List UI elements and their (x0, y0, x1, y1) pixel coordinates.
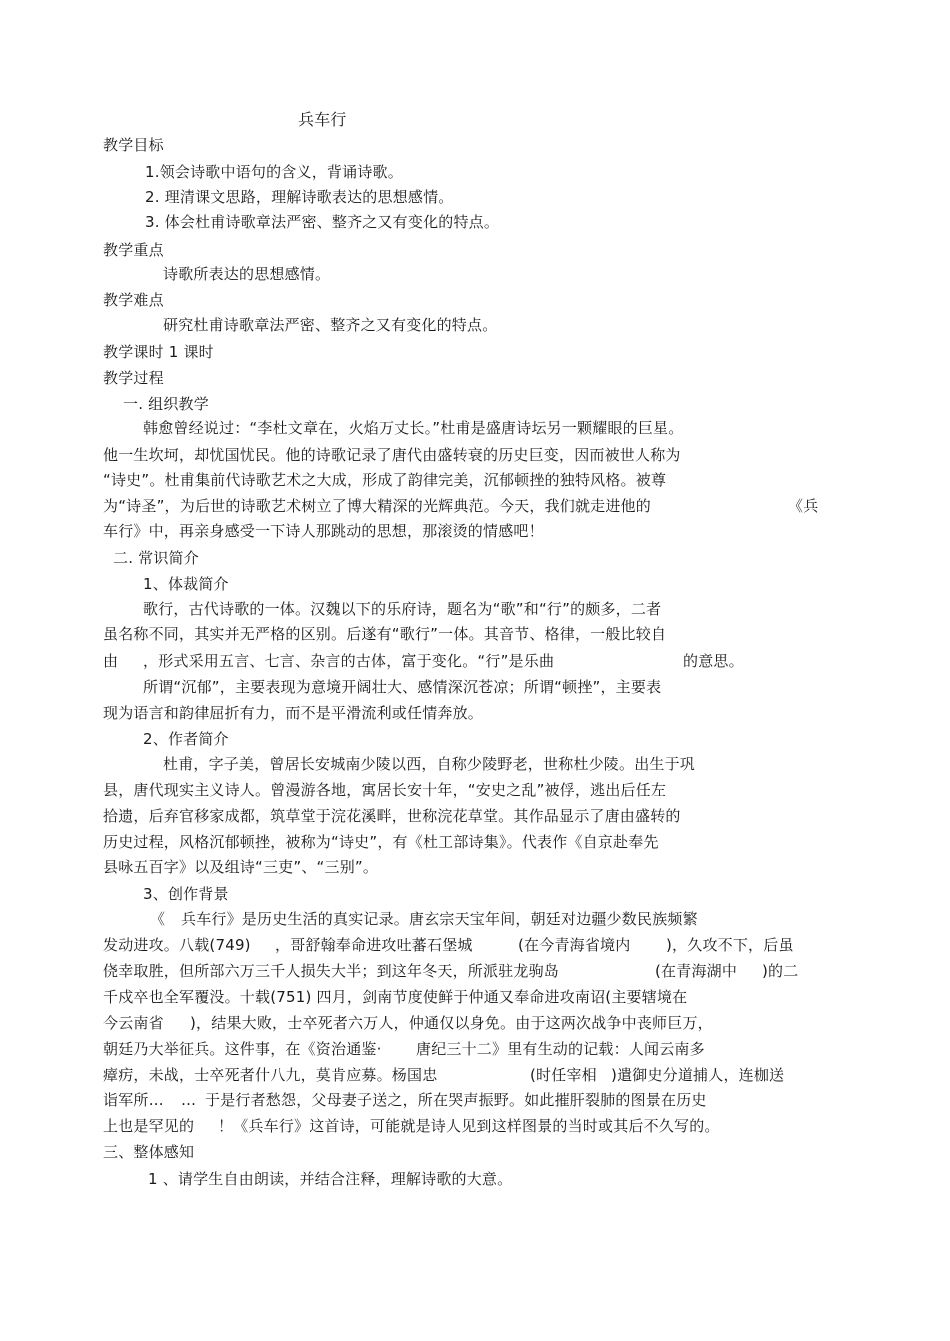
body-text: 《 (150, 910, 166, 928)
list-item: 2. 理清课文思路，理解诗歌表达的思想感情。 (145, 188, 454, 206)
body-text: 虽名称不同，其实并无严格的区别。后遂有“歌行”一体。其音节、格律，一般比较自 (103, 625, 667, 643)
body-text: )，久攻不下，后虽 (666, 936, 794, 954)
body-text: 今云南省 (103, 1014, 164, 1032)
body-text: 由 (103, 652, 119, 670)
body-text: 杜甫，字子美，曾居长安城南少陵以西，自称少陵野老，世称杜少陵。出生于巩 (163, 755, 696, 773)
body-text: 诣军所… (103, 1091, 164, 1109)
body-text: “诗史”。杜甫集前代诗歌艺术之大成，形成了韵律完美，沉郁顿挫的独特风格。被尊 (103, 471, 667, 489)
body-text: 他一生坎坷，却忧国忧民。他的诗歌记录了唐代由盛转衰的历史巨变，因而被世人称为 (103, 446, 681, 464)
body-text: … (181, 1091, 197, 1109)
body-text: 瘴疠，未战，士卒死者什八九，莫肯应募。杨国忠 (103, 1066, 438, 1084)
body-text: 兵车行》是历史生活的真实记录。唐玄宗天宝年间，朝廷对边疆少数民族频繁 (181, 910, 698, 928)
body-text: 拾遗，后弃官移家成都，筑草堂于浣花溪畔，世称浣花草堂。其作品显示了唐由盛转的 (103, 807, 681, 825)
body-text: 县，唐代现实主义诗人。曾漫游各地，寓居长安十年，“安史之乱”被俘，逃出后任左 (103, 781, 667, 799)
subsection-heading: 2、作者简介 (143, 730, 229, 748)
body-text: 所谓“沉郁”，主要表现为意境开阔壮大、感情深沉苍凉；所谓“顿挫”，主要表 (143, 678, 662, 696)
body-text: ，哥舒翰奉命进攻吐蕃石堡城 (275, 936, 473, 954)
section-heading: 教学重点 (103, 241, 164, 259)
section-heading: 三、整体感知 (103, 1143, 195, 1161)
body-text: 车行》中，再亲身感受一下诗人那跳动的思想，那滚烫的情感吧！ (103, 522, 544, 540)
body-text: 的意思。 (683, 652, 744, 670)
body-text: )，结果大败，士卒死者六万人，仲通仅以身免。由于这两次战争中丧师巨万， (190, 1014, 713, 1032)
body-text: 研究杜甫诗歌章法严密、整齐之又有变化的特点。 (163, 316, 498, 334)
subsection-heading: 3、创作背景 (143, 885, 229, 903)
body-text: 唐纪三十二》里有生动的记载：人闻云南多 (416, 1040, 705, 1058)
body-text: 千戍卒也全军覆没。十载(751) 四月，剑南节度使鲜于仲通又奉命进攻南诏(主要辖境在 (103, 988, 688, 1006)
body-text: 诗歌所表达的思想感情。 (163, 265, 331, 283)
body-text: 于是行者愁怨，父母妻子送之，所在哭声振野。如此摧肝裂肺的图景在历史 (205, 1091, 707, 1109)
section-heading: 教学过程 (103, 369, 164, 387)
section-heading: 教学目标 (103, 136, 164, 154)
body-text: )遣御史分道捕人，连枷送 (611, 1066, 785, 1084)
list-item: 1 、请学生自由朗读，并结合注释，理解诗歌的大意。 (148, 1170, 513, 1188)
section-heading: 教学难点 (103, 291, 164, 309)
body-text: 朝廷乃大举征兵。这件事，在《资治通鉴· (103, 1040, 382, 1058)
list-item: 1.领会诗歌中语句的含义，背诵诗歌。 (145, 163, 403, 181)
body-text: 历史过程，风格沉郁顿挫，被称为“诗史”，有《杜工部诗集》。代表作《自京赴奉先 (103, 833, 659, 851)
list-item: 3. 体会杜甫诗歌章法严密、整齐之又有变化的特点。 (145, 213, 500, 231)
subsection-heading: 1、体裁简介 (143, 575, 229, 593)
body-text: 《兵 (788, 497, 819, 515)
document-title: 兵车行 (298, 110, 347, 129)
body-text: (在今青海省境内 (518, 936, 631, 954)
body-text: ！《兵车行》这首诗，可能就是诗人见到这样图景的当时或其后不久写的。 (218, 1117, 720, 1135)
body-text: (时任宰相 (530, 1066, 597, 1084)
body-text: 发动进攻。八载(749) (103, 936, 251, 954)
body-text: ，形式采用五言、七言、杂言的古体，富于变化。“行”是乐曲 (143, 652, 555, 670)
section-heading: 教学课时 1 课时 (103, 343, 214, 361)
body-text: 歌行，古代诗歌的一体。汉魏以下的乐府诗，题名为“歌”和“行”的颇多，二者 (143, 600, 662, 618)
body-text: )的二 (762, 962, 799, 980)
subsection-heading: 二. 常识简介 (113, 549, 199, 567)
body-text: 现为语言和韵律屈折有力，而不是平滑流利或任情奔放。 (103, 704, 484, 722)
body-text: (在青海湖中 (655, 962, 738, 980)
subsection-heading: 一. 组织教学 (123, 395, 209, 413)
body-text: 县咏五百字》以及组诗“三吏”、“三别”。 (103, 858, 379, 876)
body-text: 上也是罕见的 (103, 1117, 195, 1135)
body-text: 韩愈曾经说过：“李杜文章在，火焰万丈长。”杜甫是盛唐诗坛另一颗耀眼的巨星。 (143, 419, 684, 437)
body-text: 为“诗圣”，为后世的诗歌艺术树立了博大精深的光辉典范。今天，我们就走进他的 (103, 497, 651, 515)
body-text: 侥幸取胜，但所部六万三千人损失大半；到这年冬天，所派驻龙驹岛 (103, 962, 560, 980)
